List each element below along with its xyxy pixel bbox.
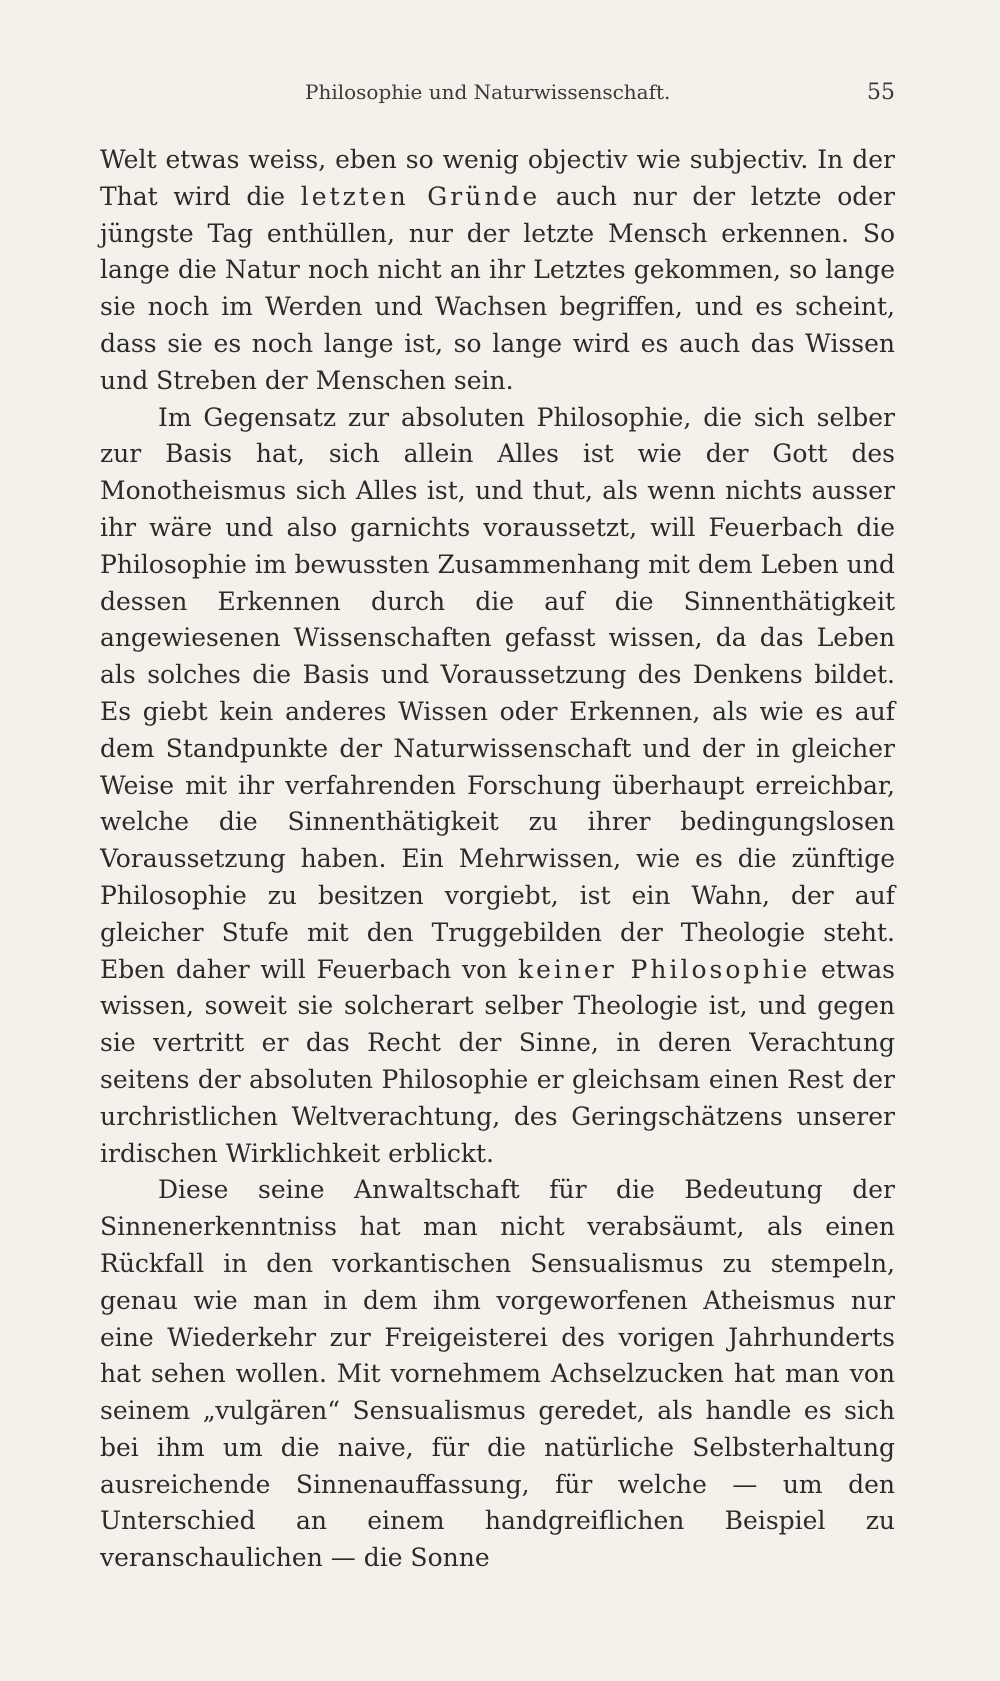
paragraph-1-text: Welt etwas weiss, eben so wenig objectiv wie subjectiv. In der That wird die — [100, 145, 895, 211]
paragraph-1-rest: auch nur der letzte oder jüngste Tag enthüllen, nur der letzte Mensch erkennen. So lange die Natur noch nicht an ihr Letztes gekommen, so lange sie noch im Werden und Wachsen begriffen, und es scheint, dass sie es noch lange ist, so lange wird es auch das Wissen und Streben der Menschen sein. — [100, 181, 895, 395]
paragraph-2 — [100, 400, 895, 1173]
paragraph-1-spaced-emphasis: letzten Gründe — [300, 181, 541, 211]
running-title: Philosophie und Naturwissenschaft. — [305, 80, 671, 104]
paragraph-3: Diese seine Anwaltschaft für die Bedeutung der Sinnenerkenntniss hat man nicht verabsäumt, als einen Rückfall in den vorkantischen Sensualismus zu stempeln, genau wie man in dem ihm vorgeworfenen Atheismus nur eine Wiederkehr zur Freigeisterei des vorigen Jahrhunderts hat sehen wollen. Mit vornehmem Achselzucken hat man von seinem „vulgären“ Sensualismus geredet, als handle es sich bei ihm um die naive, für die natürliche Selbsterhaltung ausreichende Sinnenauffassung, für welche — um den Unterschied an einem handgreiflichen Beispiel zu veranschaulichen — die Sonne — [100, 1175, 895, 1573]
page-number: 55 — [867, 80, 895, 105]
paragraph-2-rest: etwas wissen, soweit sie solcherart selber Theologie ist, und gegen sie vertritt er das Recht der Sinne, in deren Verachtung seitens der absoluten Philosophie er gleichsam einen Rest der urchristlichen Weltverachtung, des Geringschätzens unserer irdischen Wirklichkeit erblickt. — [100, 954, 896, 1168]
paragraph-2-text: Im Gegensatz zur absoluten Philosophie, die sich selber zur Basis hat, sich allein Alles ist wie der Gott des Monotheismus sich Alles ist, und thut, als wenn nichts ausser ihr wäre und also garnichts voraussetzt, will Feuerbach die Philosophie im bewussten Zusammenhang mit dem Leben und dessen Erkennen durch die auf die Sinnenthätigkeit angewiesenen Wissenschaften gefasst wissen, da das Leben als solches die Basis und Voraussetzung des Denkens bildet. Es giebt kein anderes Wissen oder Erkennen, als wie es auf dem Standpunkte der Naturwissenschaft und der in gleicher Weise mit ihr verfahrenden Forschung überhaupt erreichbar, welche die Sinnenthätigkeit zu ihrer bedingungslosen Voraussetzung haben. Ein Mehrwissen, wie es die zünftige Philosophie zu besitzen vorgiebt, ist ein Wahn, der auf gleicher Stufe mit den Truggebilden der Theologie steht. Eben daher will Feuerbach von — [100, 402, 895, 984]
paragraph-1 — [100, 142, 895, 400]
page-header — [305, 80, 895, 112]
paragraph-2-spaced-emphasis: keiner Philosophie — [517, 954, 811, 984]
body-text — [100, 142, 895, 1577]
